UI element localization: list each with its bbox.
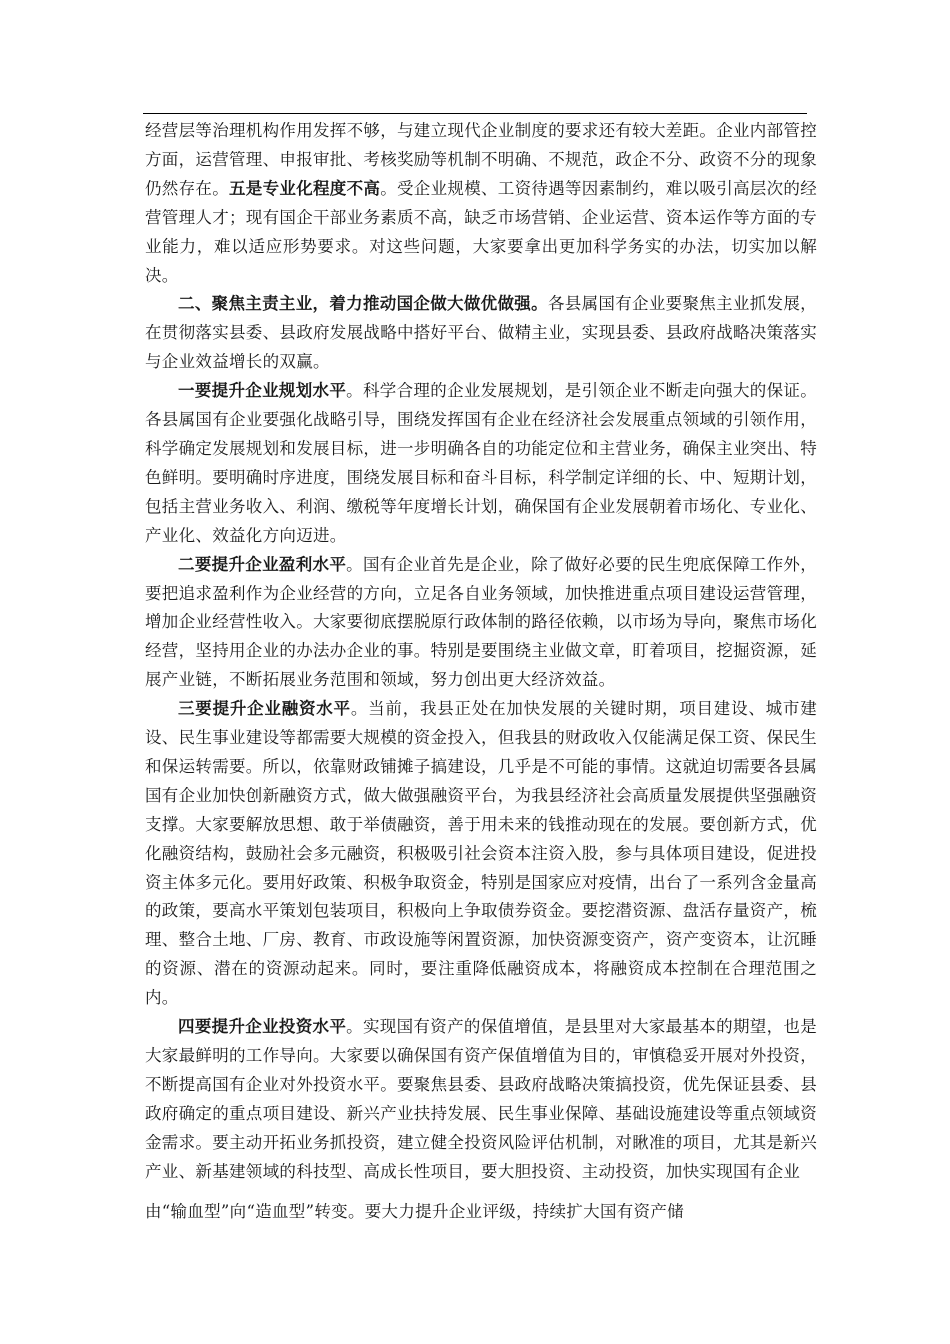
paragraph-financing: 三要提升企业融资水平。当前，我县正处在加快发展的关键时期，项目建设、城市建设、民生事业建设等都需要大规模的资金投入，但我县的财政收入仅能满足保工资、保民生和保运转需要。所以，依靠财政铺摊子搞建设，几乎是不可能的事情。这就迫切需要各县属国有企业加快创新融资方式，做大做强融资平台，为我县经济社会高质量发展提供坚强融资支撑。大家要解放思想、敢于举债融资，善于用未来的钱推动现在的发展。要创新方式，优化融资结构，鼓励社会多元融资，积极吸引社会资本注资入股，参与具体项目建设，促进投资主体多元化。要用好政策、积极争取资金，特别是国家应对疫情，出台了一系列含金量高的政策，要高水平策划包装项目，积极向上争取债券资金。要挖潜资源、盘活存量资产，梳理、整合土地、厂房、教育、市政设施等闲置资源，加快资源变资产，资产变资本，让沉睡的资源、潜在的资源动起来。同时，要注重降低融资成本，将融资成本控制在合理范围之内。 [145, 699, 818, 1008]
bold-heading-investment: 四要提升企业投资水平 [178, 1017, 347, 1037]
header-rule [143, 113, 807, 114]
paragraph-investment: 四要提升企业投资水平。实现国有资产的保值增值，是县里对大家最基本的期望，也是大家最鲜明的工作导向。大家要以确保国有资产保值增值为目的，审慎稳妥开展对外投资，不断提高国有企业对外投资水平。要聚焦县委、县政府战略决策搞投资，优先保证县委、县政府确定的重点项目建设、新兴产业扶持发展、民生事业保障、基础设施建设等重点领域资金需求。要主动开拓业务抓投资，建立健全投资风险评估机制，对瞅准的项目，尤其是新兴产业、新基建领域的科技型、高成长性项目，要大胆投资、主动投资，加快实现国有企业 [145, 1017, 818, 1181]
paragraph-section-two: 二、聚焦主责主业，着力推动国企做大做优做强。各县属国有企业要聚焦主业抓发展，在贯彻落实县委、县政府发展战略中搭好平台、做精主业，实现县委、县政府战略决策落实与企业效益增长的双赢。 [145, 294, 817, 372]
bold-heading-financing: 三要提升企业融资水平 [178, 699, 351, 719]
paragraph-planning: 一要提升企业规划水平。科学合理的企业发展规划，是引领企业不断走向强大的保证。各县属国有企业要强化战略引导，围绕发挥国有企业在经济社会发展重点领域的引领作用，科学确定发展规划和发展目标，进一步明确各自的功能定位和主营业务，确保主业突出、特色鲜明。要明确时序进度，围绕发展目标和奋斗目标，科学制定详细的长、中、短期计划，包括主营业务收入、利润、缴税等年度增长计划，确保国有企业发展朝着市场化、专业化、产业化、效益化方向迈进。 [145, 381, 818, 545]
paragraph-governance-issues: 经营层等治理机构作用发挥不够，与建立现代企业制度的要求还有较大差距。企业内部管控方面，运营管理、申报审批、考核奖励等机制不明确、不规范，政企不分、政资不分的现象仍然存在。五是专业化程度不高。受企业规模、工资待遇等因素制约，难以吸引高层次的经营管理人才；现有国企干部业务素质不高，缺乏市场营销、企业运营、资本运作等方面的专业能力，难以适应形势要求。对这些问题，大家要拿出更加科学务实的办法，切实加以解决。 [145, 121, 818, 285]
bold-heading-professionalism: 五是专业化程度不高 [229, 178, 381, 198]
bold-heading-profitability: 二要提升企业盈利水平 [178, 554, 347, 574]
paragraph-profitability: 二要提升企业盈利水平。国有企业首先是企业，除了做好必要的民生兜底保障工作外，要把追求盈利作为企业经营的方向，立足各自业务领域，加快推进重点项目建设运营管理，增加企业经营性收入。大家要彻底摆脱原行政体制的路径依赖，以市场为导向，聚焦市场化经营，坚持用企业的办法办企业的事。特别是要围绕主业做文章，盯着项目，挖掘资源，延展产业链，不断拓展业务范围和领域，努力创出更大经济效益。 [145, 554, 818, 690]
document-body [145, 117, 817, 1226]
bold-heading-planning: 一要提升企业规划水平 [178, 381, 347, 401]
paragraph-continuation: 由“输血型”向“造血型”转变。要大力提升企业评级，持续扩大国有资产储 [145, 1201, 684, 1221]
section-heading-two: 二、聚焦主责主业，着力推动国企做大做优做强。 [178, 294, 548, 314]
